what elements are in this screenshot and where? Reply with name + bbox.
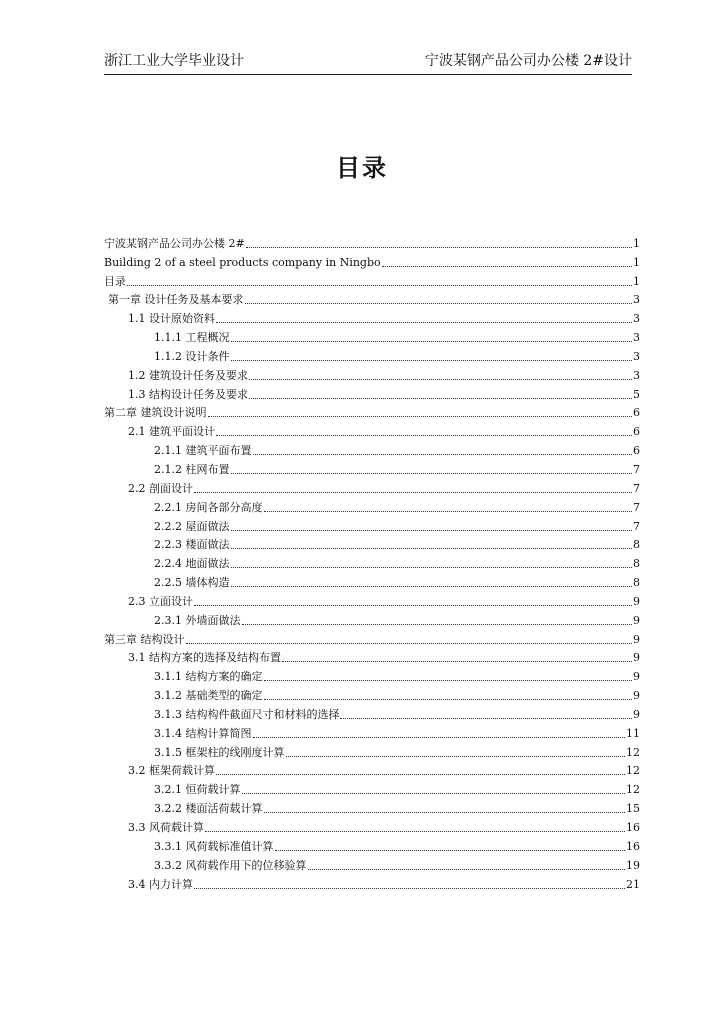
dot-leader bbox=[275, 850, 626, 851]
header-right-text: 宁波某钢产品公司办公楼 2#设计 bbox=[424, 53, 632, 69]
toc-entry-title: 2.1 建筑平面设计 bbox=[128, 425, 215, 439]
toc-entry-title: 2.3.1 外墙面做法 bbox=[154, 613, 241, 627]
toc-entry-page-number: 6 bbox=[633, 406, 640, 420]
toc-entry[interactable] bbox=[104, 797, 640, 816]
toc-entry[interactable] bbox=[104, 364, 640, 383]
toc-entry[interactable] bbox=[104, 420, 640, 439]
dot-leader bbox=[249, 379, 632, 380]
toc-entry-page-number: 3 bbox=[633, 349, 640, 363]
toc-entry-page-number: 5 bbox=[633, 387, 640, 401]
dot-leader bbox=[249, 398, 632, 399]
dot-leader bbox=[231, 530, 633, 531]
toc-entry-page-number: 6 bbox=[633, 425, 640, 439]
toc-entry[interactable] bbox=[104, 270, 640, 289]
toc-entry-page-number: 21 bbox=[626, 877, 640, 891]
dot-leader bbox=[242, 793, 626, 794]
dot-leader bbox=[253, 454, 633, 455]
dot-leader bbox=[246, 247, 632, 248]
dot-leader bbox=[231, 567, 633, 568]
toc-entry-page-number: 9 bbox=[633, 670, 640, 684]
toc-entry-page-number: 12 bbox=[626, 745, 640, 759]
toc-entry[interactable] bbox=[104, 590, 640, 609]
toc-entry[interactable] bbox=[104, 778, 640, 797]
toc-entry[interactable] bbox=[104, 816, 640, 835]
toc-entry-page-number: 7 bbox=[633, 519, 640, 533]
toc-entry[interactable] bbox=[104, 665, 640, 684]
toc-entry-title: 第三章 结构设计 bbox=[104, 632, 185, 646]
toc-entry-title: 3.2.1 恒荷载计算 bbox=[154, 783, 241, 797]
dot-leader bbox=[194, 888, 625, 889]
toc-entry-title: 2.2.1 房间各部分高度 bbox=[154, 500, 263, 514]
dot-leader bbox=[216, 322, 632, 323]
toc-entry-title: 3.1.5 框架柱的线刚度计算 bbox=[154, 745, 285, 759]
toc-entry[interactable] bbox=[104, 628, 640, 647]
toc-entry-page-number: 9 bbox=[633, 613, 640, 627]
toc-entry[interactable] bbox=[104, 477, 640, 496]
dot-leader bbox=[127, 285, 632, 286]
toc-entry-title: 3.2.2 楼面活荷载计算 bbox=[154, 802, 263, 816]
toc-entry-page-number: 12 bbox=[626, 783, 640, 797]
toc-entry[interactable] bbox=[104, 703, 640, 722]
dot-leader bbox=[264, 680, 633, 681]
toc-entry-page-number: 16 bbox=[626, 821, 640, 834]
toc-entry[interactable] bbox=[104, 741, 640, 760]
toc-entry-page-number: 11 bbox=[626, 726, 640, 740]
toc-entry-page-number: 16 bbox=[626, 839, 640, 853]
toc-entry[interactable] bbox=[104, 534, 640, 553]
toc-entry[interactable] bbox=[104, 835, 640, 854]
toc-entry-page-number: 3 bbox=[633, 293, 640, 307]
dot-leader bbox=[231, 473, 633, 474]
toc-entry[interactable] bbox=[104, 854, 640, 873]
toc-entry-page-number: 1 bbox=[633, 255, 640, 269]
toc-entry[interactable] bbox=[104, 647, 640, 666]
toc-entry-page-number: 19 bbox=[626, 858, 640, 872]
toc-entry-title: 3.1.1 结构方案的确定 bbox=[154, 670, 263, 684]
toc-entry-title: 第二章 建筑设计说明 bbox=[104, 406, 207, 420]
toc-entry-page-number: 9 bbox=[633, 632, 640, 646]
toc-entry-title: 3.3.1 风荷载标准值计算 bbox=[154, 839, 274, 853]
toc-entry[interactable] bbox=[104, 289, 640, 308]
header-left-text: 浙江工业大学毕业设计 bbox=[104, 53, 244, 69]
toc-entry-title: 2.2.5 墙体构造 bbox=[154, 576, 230, 590]
toc-entry-title: 1.1.1 工程概况 bbox=[154, 331, 230, 345]
dot-leader bbox=[186, 643, 633, 644]
toc-entry-title: 3.1.3 结构构件截面尺寸和材料的选择 bbox=[154, 707, 340, 721]
header-divider bbox=[104, 74, 632, 75]
toc-entry[interactable] bbox=[104, 873, 640, 892]
dot-leader bbox=[194, 605, 632, 606]
toc-entry-title: 1.2 建筑设计任务及要求 bbox=[128, 368, 248, 382]
toc-entry[interactable] bbox=[104, 307, 640, 326]
page-header bbox=[104, 50, 632, 72]
toc-entry-page-number: 1 bbox=[633, 274, 640, 288]
toc-entry[interactable] bbox=[104, 571, 640, 590]
dot-leader bbox=[382, 266, 632, 267]
dot-leader bbox=[205, 831, 625, 832]
toc-entry[interactable] bbox=[104, 458, 640, 477]
toc-entry-title: 2.2.2 屋面做法 bbox=[154, 519, 230, 533]
toc-entry-title: Building 2 of a steel products company in Ningbo bbox=[104, 255, 381, 269]
toc-entry[interactable] bbox=[104, 552, 640, 571]
toc-entry-page-number: 8 bbox=[633, 538, 640, 552]
dot-leader bbox=[264, 812, 626, 813]
toc-entry-title: 3.3 风荷载计算 bbox=[128, 821, 204, 834]
toc-entry-title: 宁波某钢产品公司办公楼 2# bbox=[104, 236, 245, 250]
toc-entry-page-number: 1 bbox=[633, 236, 640, 250]
toc-entry-title: 2.3 立面设计 bbox=[128, 594, 193, 608]
toc-entry[interactable] bbox=[104, 684, 640, 703]
dot-leader bbox=[282, 661, 632, 662]
toc-entry[interactable] bbox=[104, 383, 640, 402]
page-title: 目录 bbox=[336, 153, 388, 182]
toc-entry-page-number: 9 bbox=[633, 689, 640, 703]
dot-leader bbox=[208, 416, 633, 417]
toc-entry[interactable] bbox=[104, 402, 640, 421]
dot-leader bbox=[340, 718, 632, 719]
dot-leader bbox=[194, 492, 632, 493]
toc-entry-title: 3.1.4 结构计算简图 bbox=[154, 726, 252, 740]
toc-entry-page-number: 7 bbox=[633, 462, 640, 476]
dot-leader bbox=[231, 341, 633, 342]
toc-entry-title: 1.1 设计原始资料 bbox=[128, 312, 215, 326]
toc-entry-title: 目录 bbox=[104, 274, 126, 288]
toc-entry-title: 3.3.2 风荷载作用下的位移验算 bbox=[154, 858, 307, 872]
toc-entry-title: 2.2.3 楼面做法 bbox=[154, 538, 230, 552]
dot-leader bbox=[245, 303, 633, 304]
dot-leader bbox=[264, 511, 633, 512]
toc-entry[interactable] bbox=[104, 609, 640, 628]
toc-entry-page-number: 9 bbox=[633, 594, 640, 608]
toc-entry-title: 3.1 结构方案的选择及结构布置 bbox=[128, 651, 281, 665]
toc-entry-title: 2.1.2 柱网布置 bbox=[154, 462, 230, 476]
table-of-contents bbox=[104, 232, 640, 892]
dot-leader bbox=[242, 624, 633, 625]
toc-entry[interactable] bbox=[104, 760, 640, 779]
dot-leader bbox=[253, 737, 626, 738]
toc-entry-title: 3.2 框架荷载计算 bbox=[128, 764, 215, 778]
toc-entry-page-number: 9 bbox=[633, 707, 640, 721]
dot-leader bbox=[231, 586, 633, 587]
toc-entry-page-number: 7 bbox=[633, 481, 640, 495]
dot-leader bbox=[286, 756, 626, 757]
toc-entry[interactable] bbox=[104, 496, 640, 515]
toc-entry-page-number: 7 bbox=[633, 500, 640, 514]
toc-entry-page-number: 8 bbox=[633, 557, 640, 571]
toc-entry[interactable] bbox=[104, 439, 640, 458]
toc-entry-title: 2.2 剖面设计 bbox=[128, 481, 193, 495]
toc-entry[interactable] bbox=[104, 345, 640, 364]
toc-entry[interactable] bbox=[104, 232, 640, 251]
toc-entry-title: 3.1.2 基础类型的确定 bbox=[154, 689, 263, 703]
toc-entry-page-number: 15 bbox=[626, 802, 640, 816]
toc-entry[interactable] bbox=[104, 722, 640, 741]
toc-entry-page-number: 3 bbox=[633, 331, 640, 345]
dot-leader bbox=[231, 548, 633, 549]
toc-entry-page-number: 9 bbox=[633, 651, 640, 665]
dot-leader bbox=[308, 869, 626, 870]
toc-entry-title: 1.3 结构设计任务及要求 bbox=[128, 387, 248, 401]
toc-entry-title: 1.1.2 设计条件 bbox=[154, 349, 230, 363]
toc-entry-title: 2.2.4 地面做法 bbox=[154, 557, 230, 571]
toc-entry-page-number: 3 bbox=[633, 368, 640, 382]
dot-leader bbox=[216, 435, 632, 436]
toc-entry[interactable] bbox=[104, 251, 640, 270]
toc-entry-page-number: 8 bbox=[633, 576, 640, 590]
toc-entry-title: 2.1.1 建筑平面布置 bbox=[154, 444, 252, 458]
toc-entry-page-number: 12 bbox=[626, 764, 640, 778]
dot-leader bbox=[216, 774, 625, 775]
toc-entry[interactable] bbox=[104, 515, 640, 534]
toc-entry-title: 第一章 设计任务及基本要求 bbox=[108, 293, 244, 307]
toc-entry-title: 3.4 内力计算 bbox=[128, 877, 193, 891]
toc-entry-page-number: 6 bbox=[633, 444, 640, 458]
dot-leader bbox=[264, 699, 633, 700]
toc-entry[interactable] bbox=[104, 326, 640, 345]
dot-leader bbox=[231, 360, 633, 361]
toc-entry-page-number: 3 bbox=[633, 312, 640, 326]
